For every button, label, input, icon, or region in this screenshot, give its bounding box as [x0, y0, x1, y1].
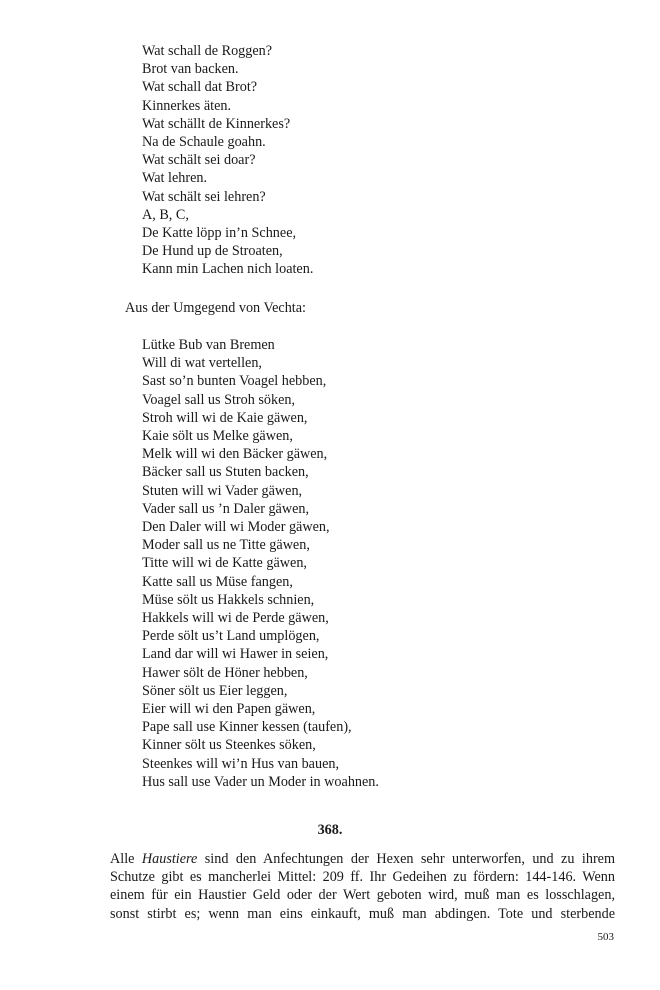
verse-line: Stroh will wi de Kaie gäwen, [142, 409, 308, 426]
verse-line: Melk will wi den Bäcker gäwen, [142, 446, 328, 463]
prose-line-1 [110, 850, 615, 868]
verse-line: De Hund up de Stroaten, [142, 243, 283, 260]
verse-line: Hus sall use Vader un Moder in woahnen. [142, 773, 379, 790]
verse-line: Moder sall us ne Titte gäwen, [142, 537, 310, 554]
verse-line: Wat schall de Roggen? [142, 43, 273, 59]
verse-line: Wat lehren. [142, 170, 208, 187]
verse-line: A, B, C, [142, 206, 189, 223]
prose-line-3: einem für ein Haustier Geld oder der Wert geboten wird, muß man es losschlagen, [110, 887, 615, 904]
verse-line: Wat schällt de Kinnerkes? [142, 115, 291, 132]
verse-line: Söner sölt us Eier leggen, [142, 682, 288, 699]
prose-emphasis: Haustiere [141, 851, 198, 867]
verse-line: Lütke Bub van Bremen [142, 337, 275, 353]
page-number: 503 [597, 931, 614, 943]
verse-line: Voagel sall us Stroh söken, [142, 391, 296, 408]
prose-text: sind den Anfechtungen der Hexen sehr unterworfen, und zu ihrem [197, 851, 615, 867]
verse-line: Hakkels will wi de Perde gäwen, [142, 610, 329, 627]
verse-line: Steenkes will wi’n Hus van bauen, [142, 755, 340, 772]
verse-line: Kinnerkes äten. [142, 97, 232, 114]
verse-line: Kann min Lachen nich loaten. [142, 261, 314, 278]
verse-line: Kinner sölt us Steenkes söken, [142, 737, 316, 754]
section-intro-vechta: Aus der Umgegend von Vechta: [125, 300, 306, 316]
verse-line: Pape sall use Kinner kessen (taufen), [142, 719, 352, 736]
verse-line: Müse sölt us Hakkels schnien, [142, 591, 315, 608]
rhyme-stanza-bremen [142, 336, 379, 791]
verse-line: Titte will wi de Katte gäwen, [142, 555, 307, 572]
verse-line: Bäcker sall us Stuten backen, [142, 464, 309, 481]
verse-line: Wat schält sei lehren? [142, 188, 266, 205]
verse-line: Sast so’n bunten Voagel hebben, [142, 373, 327, 390]
prose-text: Alle [110, 851, 142, 867]
verse-line: Kaie sölt us Melke gäwen, [142, 428, 293, 445]
verse-line: Wat schall dat Brot? [142, 79, 258, 96]
prose-line-4: sonst stirbt es; wenn man eins einkauft, muß man abdingen. Tote und sterbende [110, 905, 615, 922]
verse-line: Hawer sölt de Höner hebben, [142, 664, 308, 681]
section-number: 368. [317, 822, 343, 838]
prose-line-2: Schutze gibt es mancherlei Mittel: 209 ff. Ihr Gedeihen zu fördern: 144-146. Wenn [110, 869, 615, 886]
verse-line: Eier will wi den Papen gäwen, [142, 701, 316, 718]
verse-line: Perde sölt us’t Land umplögen, [142, 628, 320, 645]
verse-line: Land dar will wi Hawer in seien, [142, 646, 329, 663]
verse-line: Na de Schaule goahn. [142, 134, 266, 151]
verse-line: Will di wat vertellen, [142, 355, 262, 372]
verse-line: Vader sall us ’n Daler gäwen, [142, 500, 310, 517]
verse-line: Den Daler will wi Moder gäwen, [142, 519, 330, 536]
verse-line: De Katte löpp in’n Schnee, [142, 225, 297, 242]
verse-line: Stuten will wi Vader gäwen, [142, 482, 303, 499]
verse-line: Brot van backen. [142, 61, 239, 78]
verse-line: Wat schält sei doar? [142, 152, 256, 169]
verse-line: Katte sall us Müse fangen, [142, 573, 293, 590]
prose-paragraph [110, 850, 615, 923]
rhyme-stanza-roggen [142, 42, 313, 279]
